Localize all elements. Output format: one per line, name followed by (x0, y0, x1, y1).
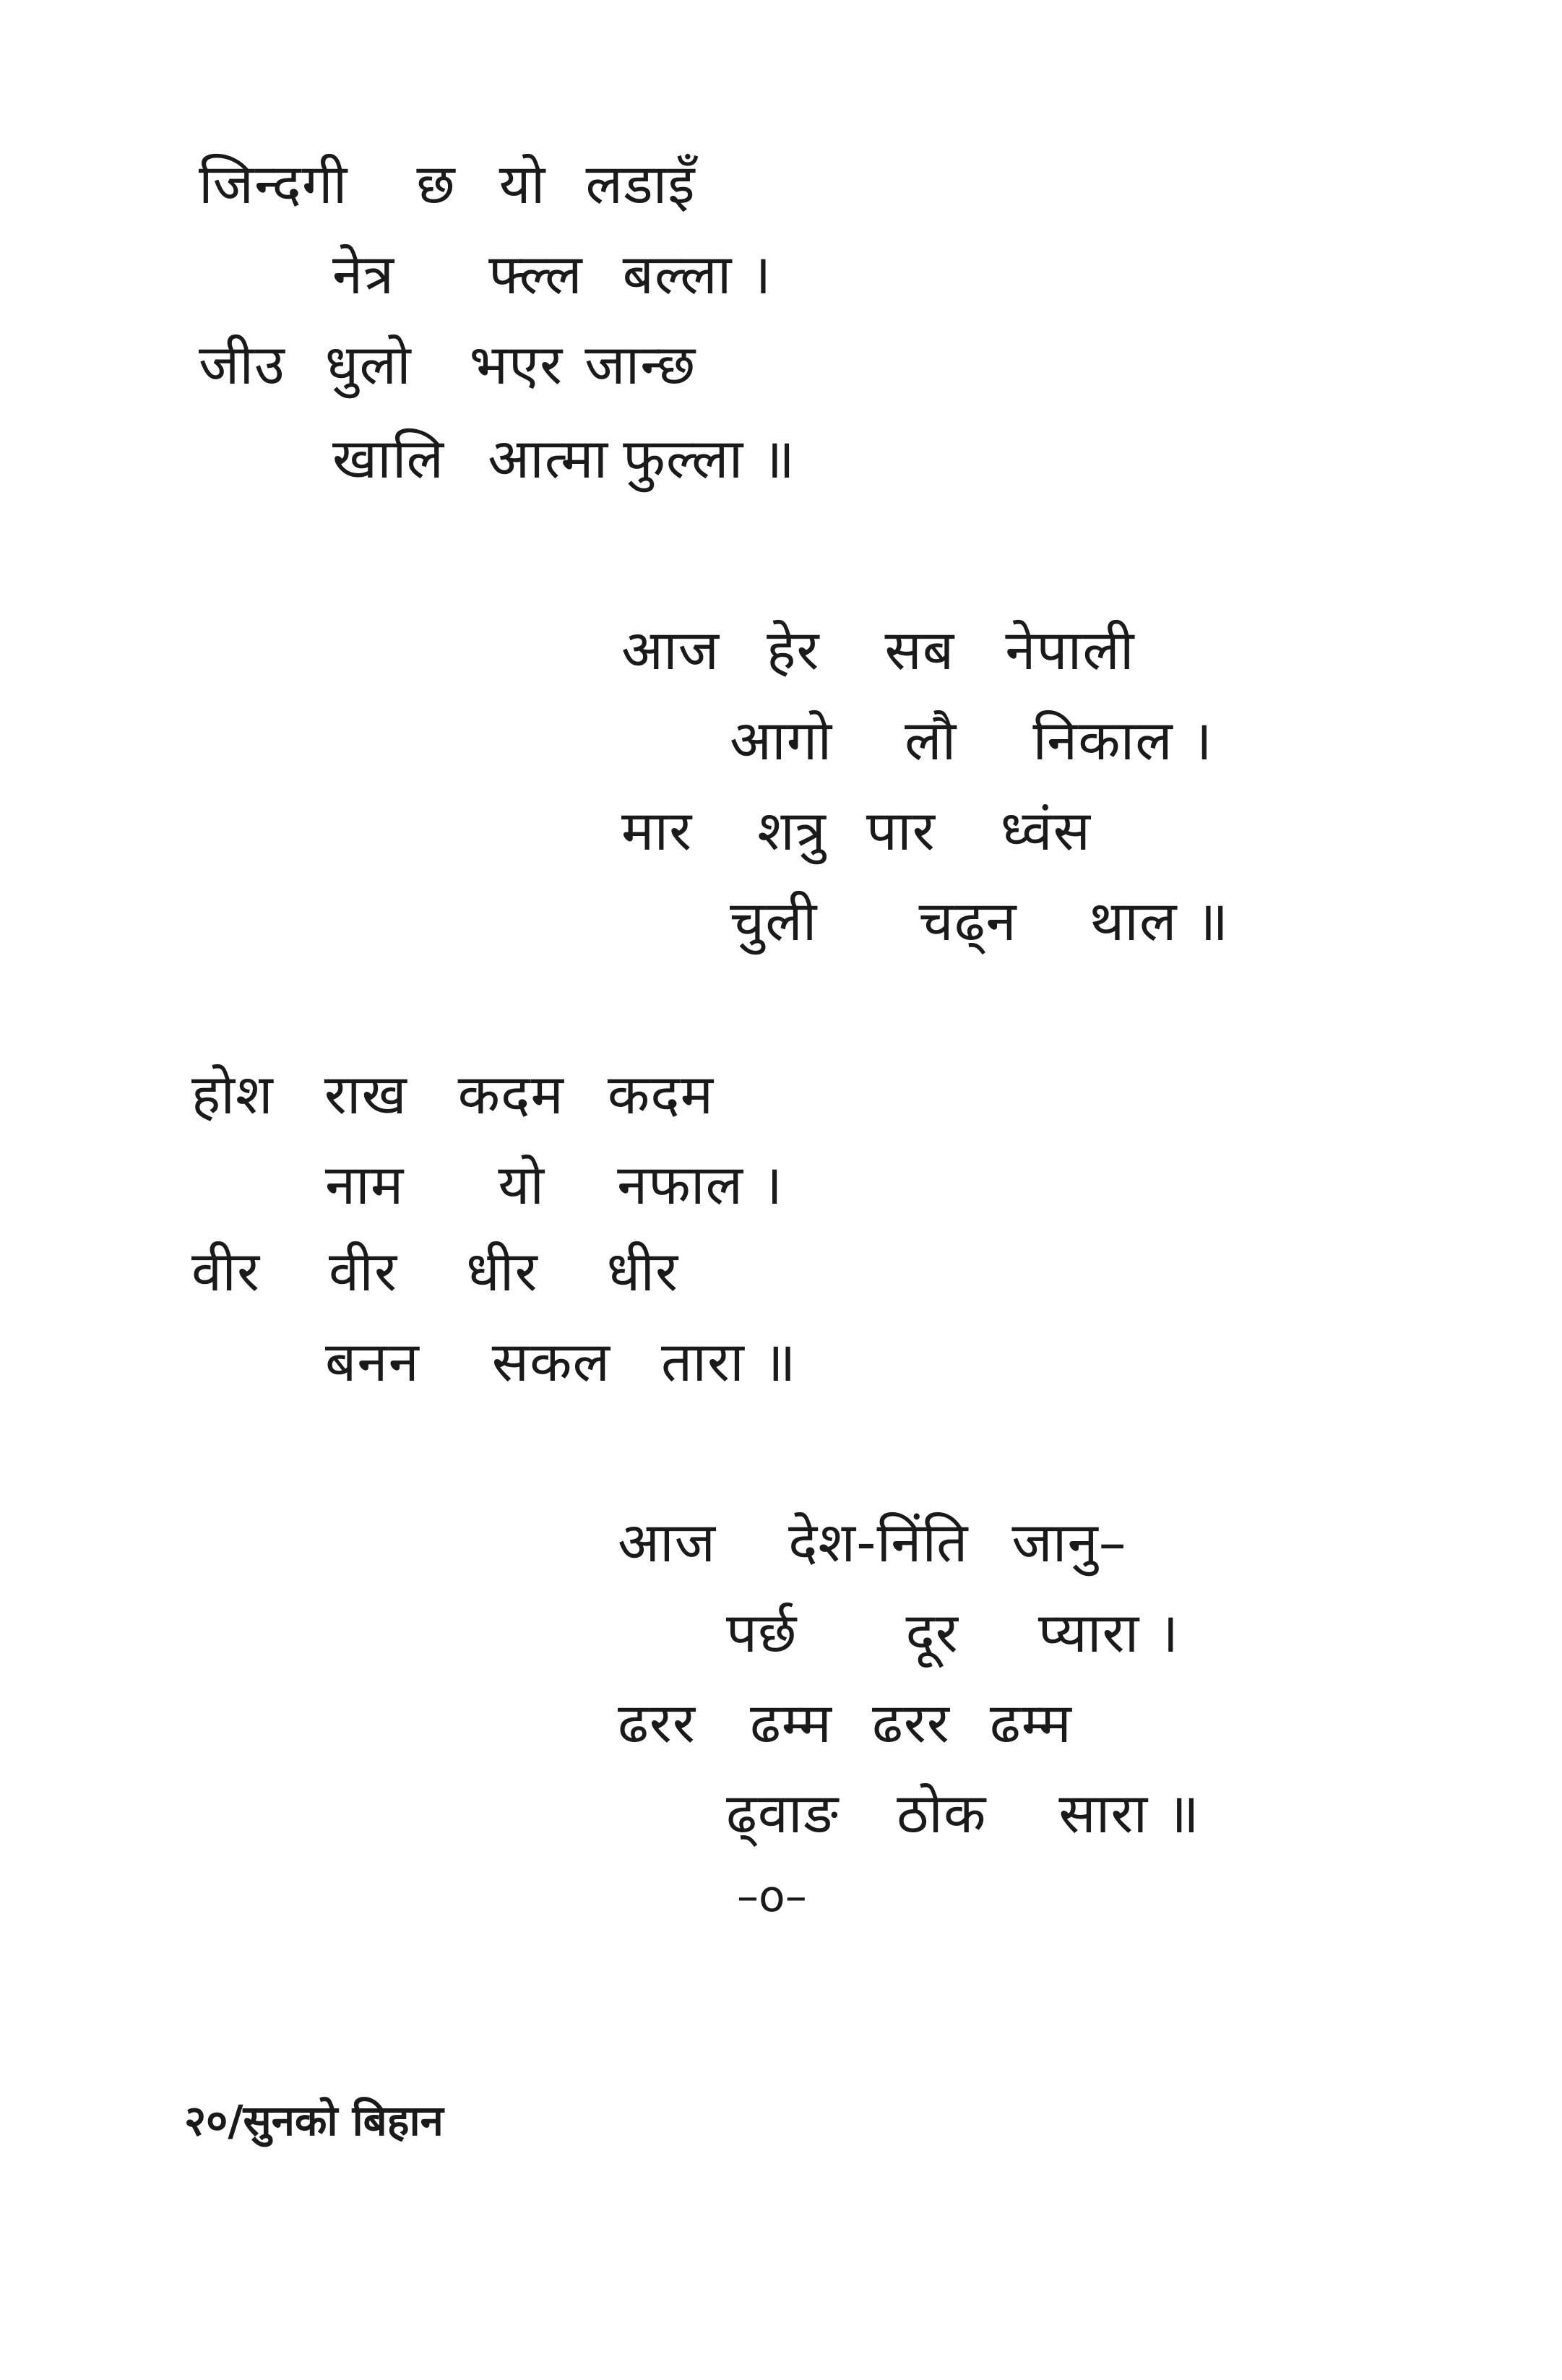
poem-word: सकल (491, 1329, 611, 1394)
poem-word: कदम (607, 1062, 715, 1126)
end-divider: –o– (737, 1871, 807, 1922)
poem-word: हेर (767, 618, 820, 682)
poem-word: यो (499, 152, 546, 216)
poem-word: आगो (730, 708, 833, 772)
poem-word: राख (324, 1062, 407, 1126)
poem-word: वीर (329, 1239, 398, 1303)
poem-word: नाम (325, 1152, 405, 1217)
poem-line (332, 423, 795, 495)
poem-line (730, 885, 1229, 957)
poem-word: जानु– (1011, 1510, 1127, 1574)
poem-word: नेपाली (1005, 618, 1135, 682)
page-footer: २०/सुनको बिहान (184, 2096, 444, 2145)
poem-word: चढ्न (918, 889, 1017, 953)
poem-line (191, 1059, 714, 1131)
poem-line (191, 1236, 678, 1308)
poem-word: आज (618, 1510, 717, 1574)
poem-word: सब (884, 618, 955, 682)
poem-word: नफाल । (617, 1152, 784, 1217)
poem-word: दूर (905, 1600, 959, 1665)
poem-word: ढम्म (989, 1691, 1072, 1755)
poem-word: भएर (469, 332, 564, 397)
poem-word: बनन (325, 1329, 420, 1394)
poem-word: फ्ल्ल (488, 242, 583, 306)
poem-word: छ (416, 152, 456, 216)
poem-word: वीर (191, 1239, 261, 1303)
poem-word: धुलो (324, 332, 412, 397)
poem-word: निकाल । (1032, 708, 1213, 772)
poem-line (199, 329, 696, 401)
poem-line (621, 614, 1135, 686)
poem-word: ढ्वाङ (726, 1781, 840, 1845)
poem-word: ढरर (618, 1691, 696, 1755)
poem-word: लौ (905, 708, 957, 772)
poem-word: जिन्दगी (199, 152, 348, 216)
poem-line (726, 1597, 1179, 1669)
poem-word: धीर (606, 1239, 679, 1303)
poem-word: फुल्ला ॥ (623, 426, 796, 491)
poem-word: लडाइँ (585, 152, 696, 216)
poem-word: चुली (730, 889, 818, 953)
poem-word: धीर (466, 1239, 538, 1303)
poem-word: पार (866, 798, 936, 863)
poem-word: जान्छ (584, 332, 696, 397)
poem-word: तारा ॥ (661, 1329, 797, 1394)
poem-line (325, 1326, 797, 1398)
poem-word: मार (621, 798, 693, 863)
poem-word: ढरर (871, 1691, 950, 1755)
poem-word: थाल ॥ (1089, 889, 1230, 953)
poem-line (730, 704, 1213, 777)
poem-line (618, 1687, 1072, 1759)
poem-word: देश-निंति (788, 1510, 969, 1574)
poem-word: ढम्म (749, 1691, 832, 1755)
poem-word: जीउ (199, 332, 285, 397)
poem-word: शत्रु (757, 798, 827, 863)
poem-word: पर्छ (726, 1600, 798, 1665)
poem-word: नेत्र (332, 242, 395, 306)
poem-word: ठोक (897, 1781, 987, 1845)
poem-line (618, 1506, 1127, 1579)
poem-word: सारा ॥ (1058, 1781, 1200, 1845)
poem-line (621, 795, 1091, 867)
poem-word: कदम (457, 1062, 564, 1126)
poem-line (199, 148, 696, 220)
poem-word: आज (621, 618, 720, 682)
poem-word: बल्ला । (622, 242, 772, 306)
poem-word: होश (191, 1062, 274, 1126)
poem-word: आत्मा (488, 426, 609, 491)
poem-word: ध्वंस (1000, 798, 1092, 863)
poem-line (325, 1149, 783, 1221)
poem-word: प्यारा । (1037, 1600, 1180, 1665)
poem-line (726, 1777, 1200, 1850)
poem-word: खालि (332, 426, 445, 491)
poem-line (332, 238, 772, 311)
poem-word: यो (498, 1152, 545, 1217)
